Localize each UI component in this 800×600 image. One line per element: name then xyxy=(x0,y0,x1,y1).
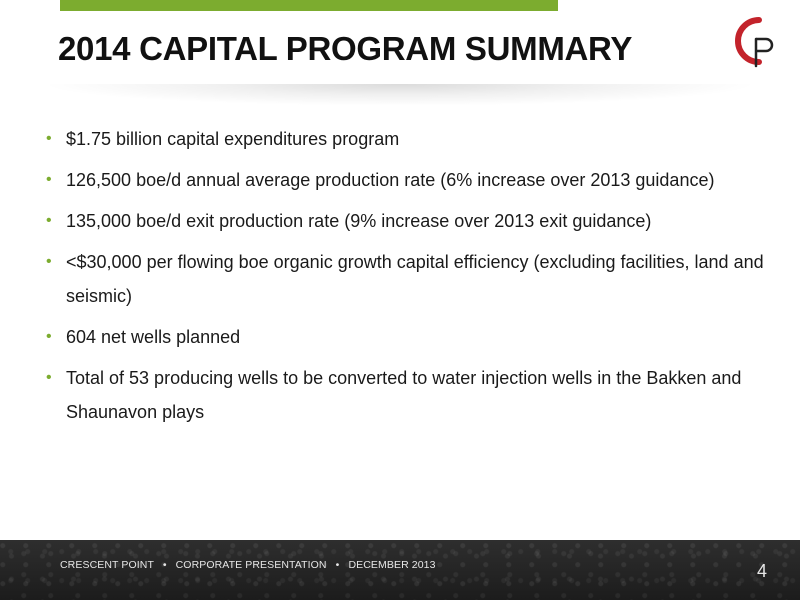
bullet-text: 604 net wells planned xyxy=(66,327,241,347)
footer-company: CRESCENT POINT xyxy=(60,559,154,571)
footer-presentation: CORPORATE PRESENTATION xyxy=(175,559,327,571)
page-number: 4 xyxy=(757,561,768,581)
bullet-item-water-injection xyxy=(46,361,771,429)
bullet-item-capex xyxy=(46,122,771,156)
title-underline-shadow xyxy=(40,84,760,106)
bullet-marker: • xyxy=(46,253,52,270)
slide-title: 2014 CAPITAL PROGRAM SUMMARY xyxy=(58,30,633,67)
footer-caption xyxy=(60,559,436,571)
bullet-text: $1.75 billion capital expenditures program xyxy=(66,129,400,149)
bullet-text: <$30,000 per flowing boe organic growth capital efficiency (excluding facilities, land and seismic) xyxy=(66,252,764,306)
bullet-text: 126,500 boe/d annual average production rate (6% increase over 2013 guidance) xyxy=(66,170,715,190)
bullet-marker: • xyxy=(46,328,52,345)
bullet-text: 135,000 boe/d exit production rate (9% increase over 2013 exit guidance) xyxy=(66,211,652,231)
bullet-marker: • xyxy=(46,369,52,386)
bullet-marker: • xyxy=(46,130,52,147)
footer-date: DECEMBER 2013 xyxy=(348,559,436,571)
footer-separator: • xyxy=(162,559,167,571)
bullet-text: Total of 53 producing wells to be converted to water injection wells in the Bakken and Shaunavon plays xyxy=(66,368,742,422)
bullet-item-exit-rate xyxy=(46,204,771,238)
bullet-item-production-rate xyxy=(46,163,771,197)
bullet-marker: • xyxy=(46,212,52,229)
bullet-item-net-wells xyxy=(46,320,771,354)
top-accent-bar xyxy=(60,0,558,11)
bullet-marker: • xyxy=(46,171,52,188)
crescent-point-logo-icon xyxy=(735,16,775,72)
bullet-item-capital-efficiency xyxy=(46,245,771,313)
bullet-list xyxy=(46,122,771,436)
footer-separator: • xyxy=(335,559,340,571)
